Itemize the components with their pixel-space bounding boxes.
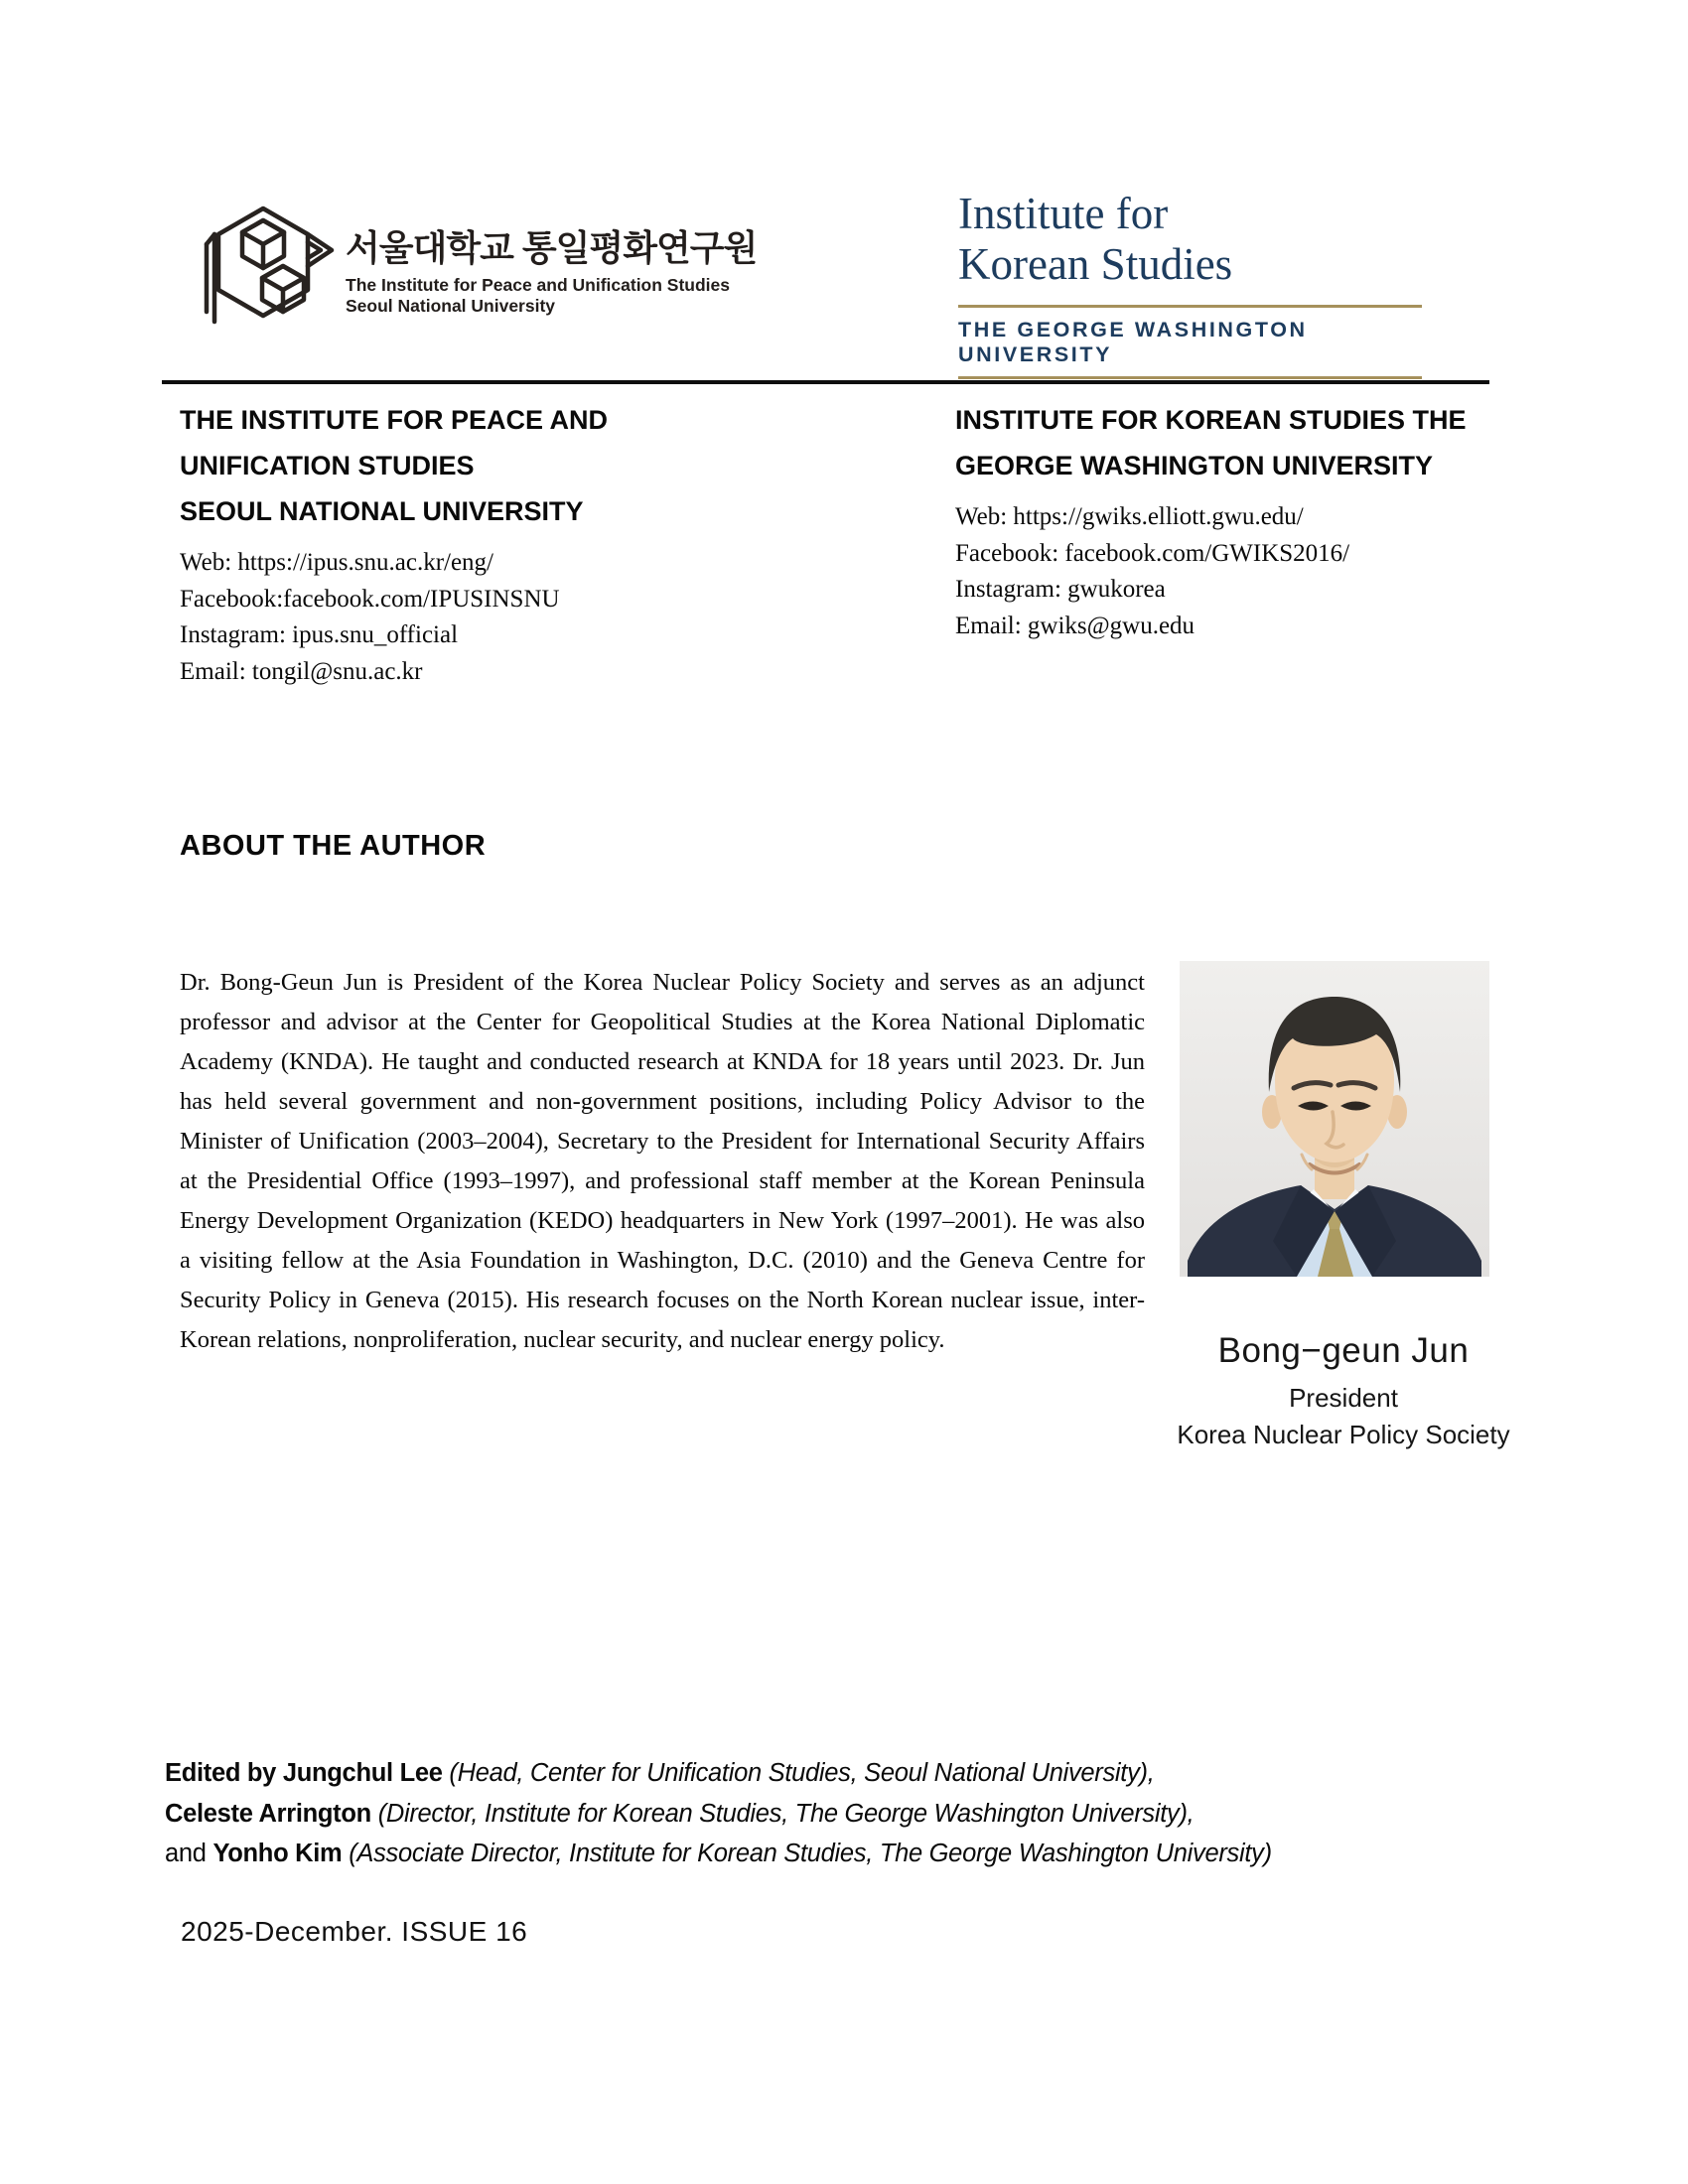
- institute-left-email: Email: tongil@snu.ac.kr: [180, 657, 423, 685]
- editor-3-name: Yonho Kim: [212, 1840, 343, 1867]
- author-photo: [1180, 961, 1489, 1277]
- institute-right-facebook: Facebook: facebook.com/GWIKS2016/: [955, 539, 1350, 567]
- institute-left-title: [180, 397, 696, 534]
- institute-right-web: Web: https://gwiks.elliott.gwu.edu/: [955, 503, 1304, 530]
- gwiks-gold-rule-top: [958, 305, 1422, 308]
- institute-right-contacts: [955, 499, 1472, 644]
- snu-ipus-logo-text: [346, 201, 757, 317]
- header-divider: [162, 380, 1489, 384]
- editor-2-role: (Director, Institute for Korean Studies, The George Washington University),: [370, 1799, 1195, 1828]
- institute-left-title-line1: THE INSTITUTE FOR PEACE AND: [180, 405, 609, 435]
- snu-university-name: Seoul National University: [346, 296, 556, 317]
- institute-right-email: Email: gwiks@gwu.edu: [955, 612, 1196, 639]
- author-caption: [1155, 1330, 1532, 1450]
- snu-ipus-english-name: The Institute for Peace and Unification Studies: [346, 275, 730, 296]
- editor-1-role: (Head, Center for Unification Studies, Seoul National University),: [442, 1759, 1155, 1787]
- institute-left-facebook: Facebook:facebook.com/IPUSINSNU: [180, 585, 560, 613]
- snu-ipus-logo-mark: [199, 201, 338, 328]
- institute-right-column: [955, 397, 1472, 644]
- editor-line-2: [165, 1794, 1272, 1835]
- editor-1-name: Edited by Jungchul Lee: [165, 1759, 443, 1787]
- author-bio-paragraph: Dr. Bong-Geun Jun is President of the Korea Nuclear Policy Society and serves as an adjunct professor and advisor at the Center for Geopolitical Studies at the Korea National Diplomatic Academy (KNDA). He taught and conducted research at KNDA for 18 years until 2023. Dr. Jun has held several government and non-government positions, including Policy Advisor to the Minister of Unification (2003–2004), Secretary to the President for International Security Affairs at the Presidential Office (1993–1997), and professional staff member at the Korean Peninsula Energy Development Organization (KEDO) headquarters in New York (1997–2001). He was also a visiting fellow at the Asia Foundation in Washington, D.C. (2010) and the Geneva Centre for Security Policy in Geneva (2015). His research focuses on the North Korean nuclear issue, inter-Korean relations, nonproliferation, nuclear security, and nuclear energy policy.: [180, 969, 1145, 1353]
- institute-right-title: [955, 397, 1472, 488]
- institute-right-instagram: Instagram: gwukorea: [955, 576, 1166, 603]
- edited-by-section: [165, 1753, 1272, 1874]
- snu-ipus-korean-name: 서울대학교 통일평화연구원: [346, 227, 758, 268]
- gwiks-logo-line1: Institute for: [958, 189, 1169, 238]
- author-title: President: [1289, 1383, 1398, 1413]
- gwiks-gold-rule-bottom: [958, 376, 1422, 379]
- institute-right-title-line1: INSTITUTE FOR KOREAN STUDIES THE: [955, 405, 1467, 435]
- gwiks-logo: [958, 189, 1422, 379]
- institute-right-title-line2: GEORGE WASHINGTON UNIVERSITY: [955, 451, 1434, 480]
- author-name: Bong−geun Jun: [1217, 1331, 1470, 1370]
- gwu-university-name: THE GEORGE WASHINGTON UNIVERSITY: [958, 318, 1308, 366]
- issue-line: 2025-December. ISSUE 16: [181, 1916, 528, 1947]
- institute-left-contacts: [180, 545, 696, 690]
- institute-left-column: [180, 397, 696, 690]
- gwiks-logo-line2: Korean Studies: [958, 239, 1233, 289]
- institute-left-title-line2: UNIFICATION STUDIES: [180, 451, 475, 480]
- institute-left-web: Web: https://ipus.snu.ac.kr/eng/: [180, 549, 494, 576]
- author-organization: Korea Nuclear Policy Society: [1177, 1419, 1510, 1449]
- institute-left-title-line3: SEOUL NATIONAL UNIVERSITY: [180, 496, 584, 526]
- about-the-author-heading: ABOUT THE AUTHOR: [180, 830, 487, 862]
- institute-left-instagram: Instagram: ipus.snu_official: [180, 621, 459, 648]
- editor-2-name: Celeste Arrington: [165, 1799, 371, 1828]
- editor-3-lead: and: [165, 1840, 213, 1867]
- editor-line-3: [165, 1834, 1272, 1874]
- snu-ipus-logo: [199, 201, 757, 328]
- editor-line-1: [165, 1753, 1272, 1794]
- editor-3-role: (Associate Director, Institute for Korean Studies, The George Washington University): [342, 1840, 1272, 1867]
